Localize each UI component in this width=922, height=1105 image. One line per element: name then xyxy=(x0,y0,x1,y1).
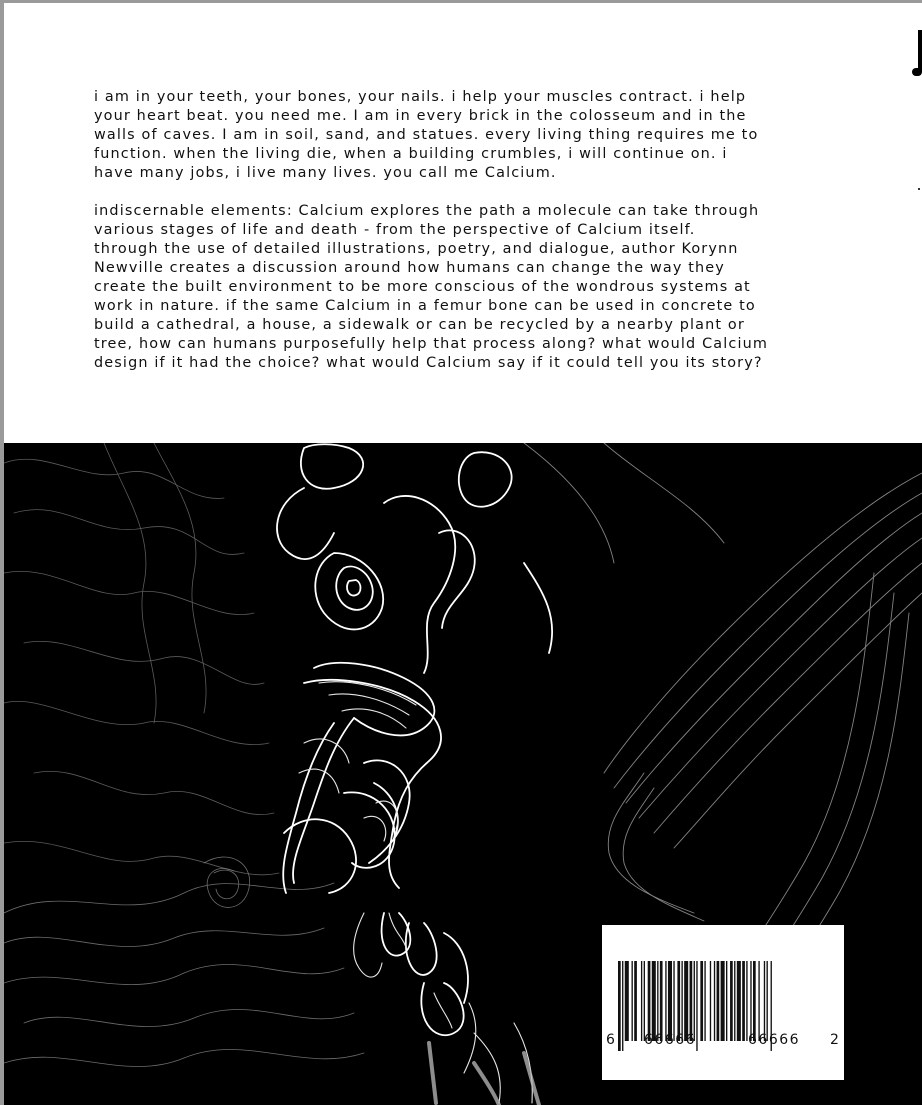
blurb-line: walls of caves. I am in soil, sand, and statues. every living thing requires me to xyxy=(94,127,759,143)
blurb-line: indiscernable elements: Calcium explores the path a molecule can take through xyxy=(94,203,760,219)
barcode xyxy=(602,925,844,1080)
blurb-line: have many jobs, i live many lives. you call me Calcium. xyxy=(94,165,557,181)
corner-dot xyxy=(918,188,920,190)
blurb-paragraph-2 xyxy=(94,202,854,373)
barcode-digits-group-2: 66666 xyxy=(748,1032,801,1048)
barcode-digit-left: 6 xyxy=(606,1032,615,1048)
blurb-line: tree, how can humans purposefully help that process along? what would Calcium xyxy=(94,336,769,352)
barcode-digits-group-1: 66666 xyxy=(644,1032,697,1048)
blurb-line: build a cathedral, a house, a sidewalk or can be recycled by a nearby plant or xyxy=(94,317,745,333)
blurb-line: function. when the living die, when a building crumbles, i will continue on. i xyxy=(94,146,728,162)
blurb-paragraph-1 xyxy=(94,88,854,183)
blurb-line: design if it had the choice? what would Calcium say if it could tell you its story? xyxy=(94,355,763,371)
blurb-line: create the built environment to be more conscious of the wondrous systems at xyxy=(94,279,751,295)
music-note-fragment-icon xyxy=(912,30,922,78)
blurb-line: your heart beat. you need me. I am in every brick in the colosseum and in the xyxy=(94,108,747,124)
blurb-line: work in nature. if the same Calcium in a femur bone can be used in concrete to xyxy=(94,298,756,314)
barcode-bars xyxy=(602,925,844,1080)
blurb-line: i am in your teeth, your bones, your nails. i help your muscles contract. i help xyxy=(94,89,747,105)
blurb-text xyxy=(94,88,854,373)
blurb-line: through the use of detailed illustrations, poetry, and dialogue, author Korynn xyxy=(94,241,739,257)
barcode-digit-right: 2 xyxy=(830,1032,839,1048)
blurb-line: various stages of life and death - from the perspective of Calcium itself. xyxy=(94,222,696,238)
blurb-line: Newville creates a discussion around how humans can change the way they xyxy=(94,260,725,276)
